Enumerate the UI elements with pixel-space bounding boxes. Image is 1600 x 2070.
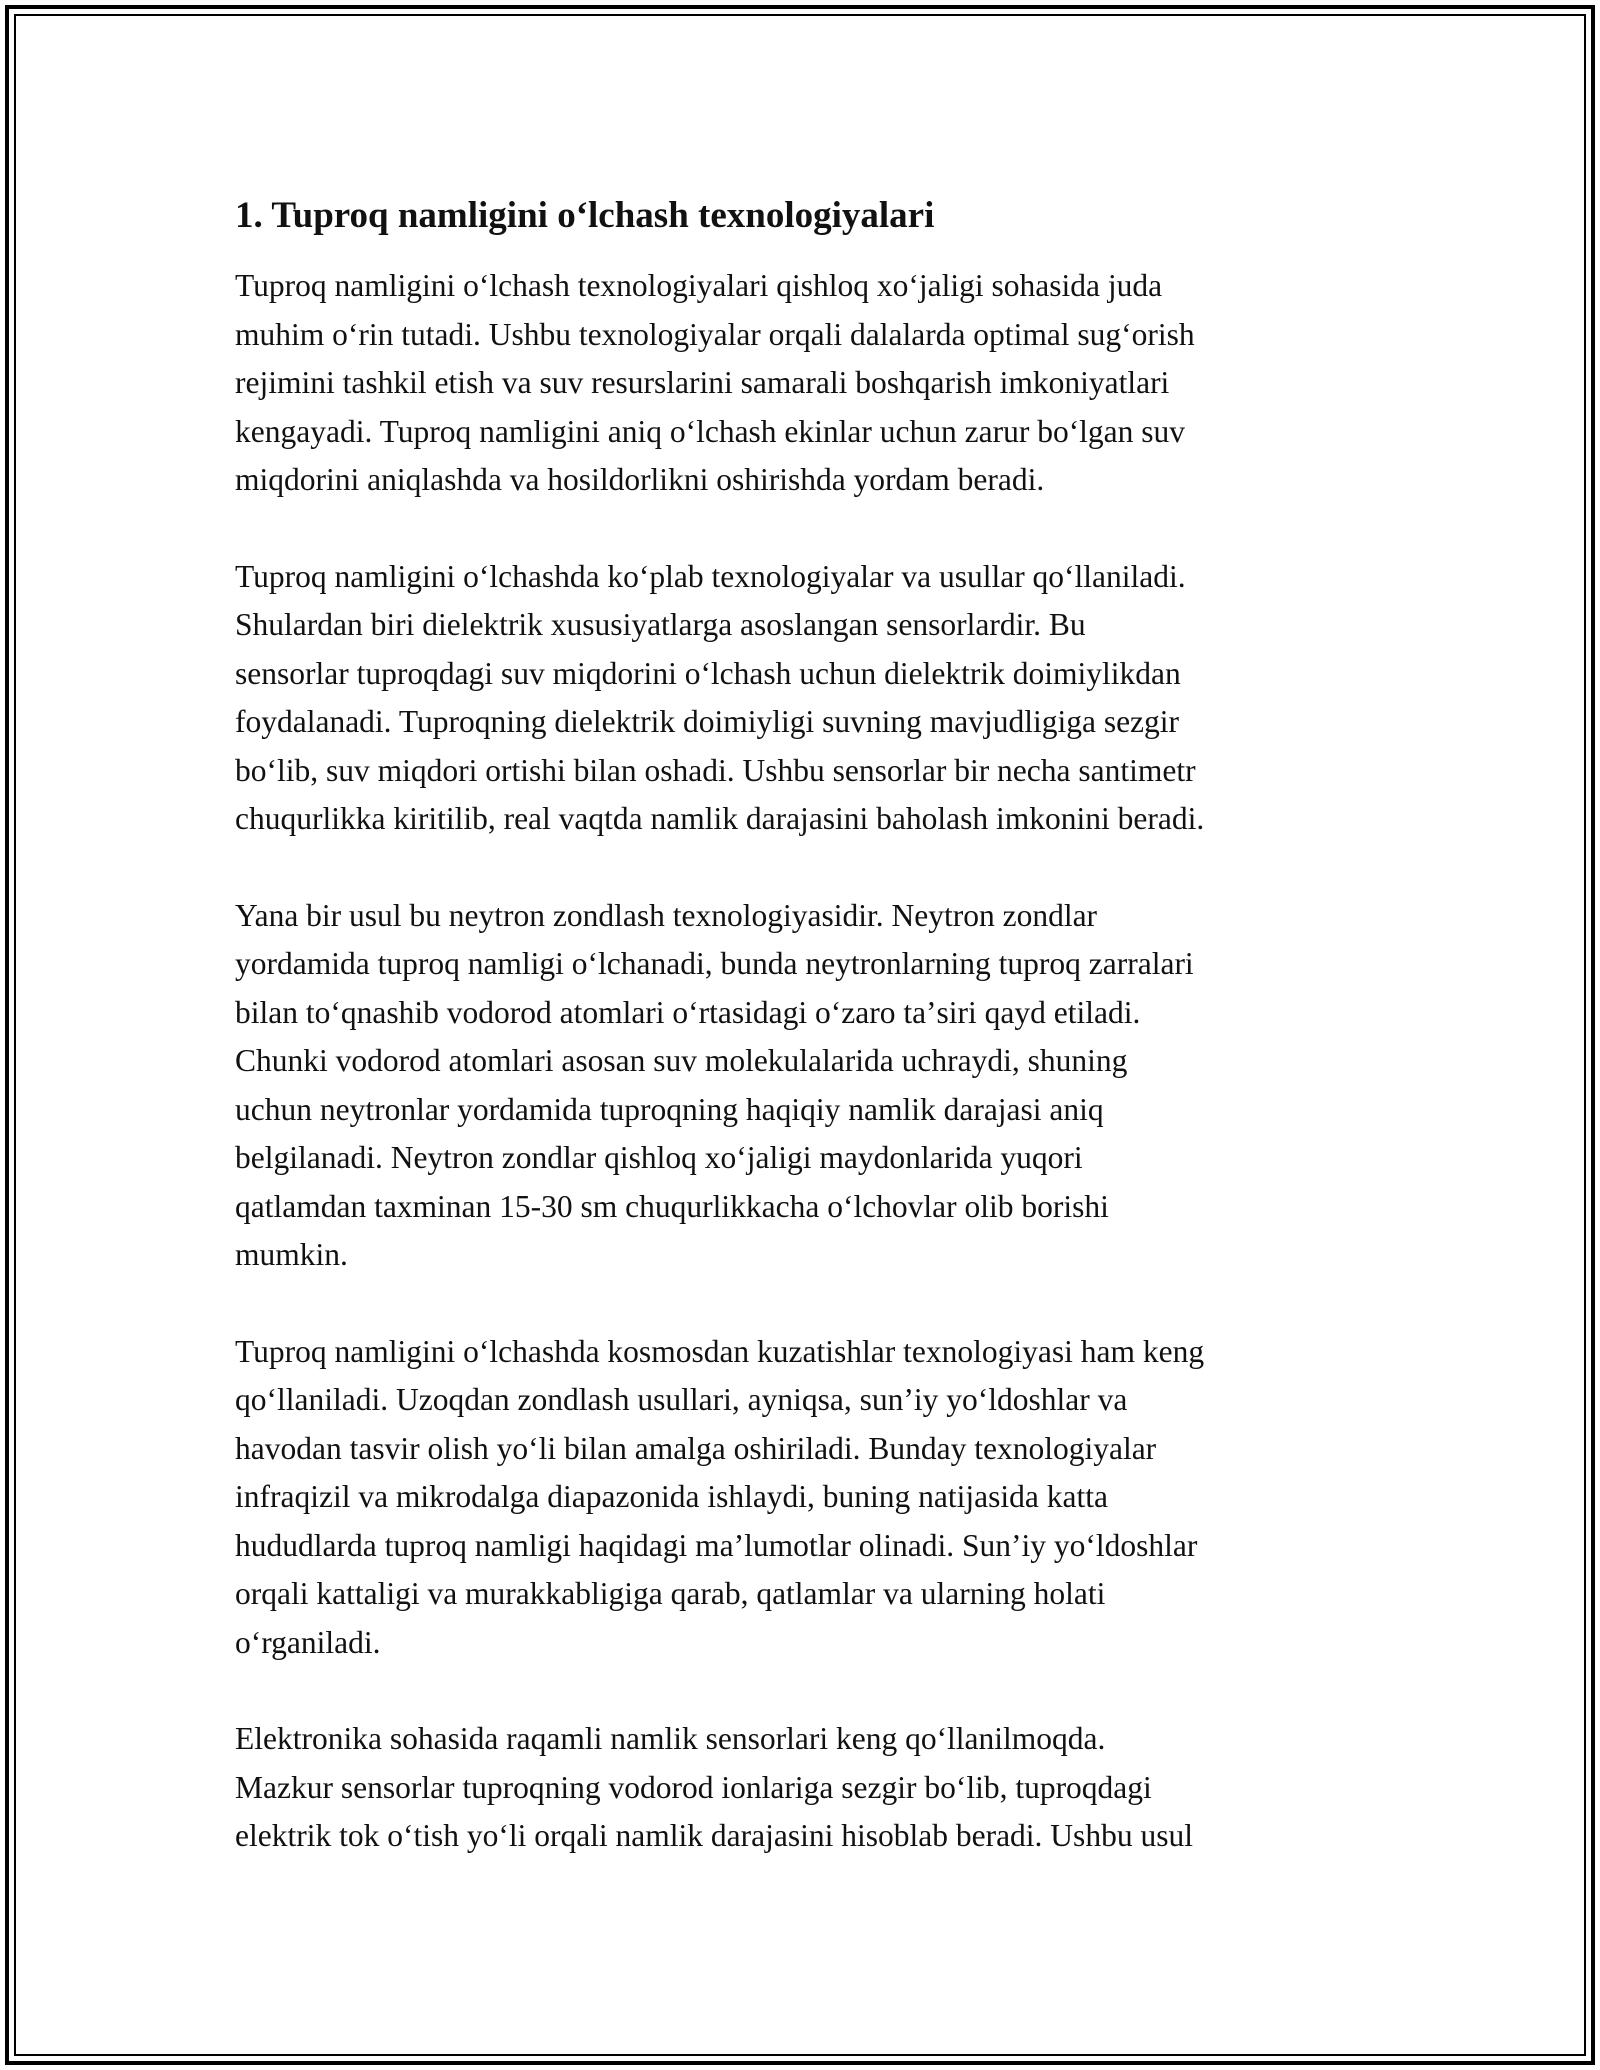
text-line: havodan tasvir olish yoʻli bilan amalga oshiriladi. Bunday texnologiyalar bbox=[235, 1430, 1157, 1466]
text-line: infraqizil va mikrodalga diapazonida ishlaydi, buning natijasida katta bbox=[235, 1479, 1108, 1514]
text-line: qoʻllaniladi. Uzoqdan zondlash usullari, ayniqsa, sunʼiy yoʻldoshlar va bbox=[235, 1382, 1128, 1417]
text-line: kengayadi. Tuproq namligini aniq oʻlchash ekinlar uchun zarur boʻlgan suv bbox=[235, 413, 1186, 449]
text-line: orqali kattaligi va murakkabligiga qarab, qatlamlar va ularning holati bbox=[235, 1576, 1106, 1611]
paragraph bbox=[235, 1715, 1375, 1861]
text-line: belgilanadi. Neytron zondlar qishloq xoʻjaligi maydonlarida yuqori bbox=[235, 1140, 1083, 1175]
text-line: sensorlar tuproqdagi suv miqdorini oʻlchash uchun dielektrik doimiylikdan bbox=[235, 655, 1181, 691]
paragraph bbox=[235, 262, 1375, 505]
text-line: yordamida tuproq namligi oʻlchanadi, bunda neytronlarning tuproq zarralari bbox=[235, 946, 1194, 981]
text-line: Yana bir usul bu neytron zondlash texnologiyasidir. Neytron zondlar bbox=[235, 897, 1098, 933]
text-line: bilan toʻqnashib vodorod atomlari oʻrtasidagi oʻzaro taʼsiri qayd etiladi. bbox=[235, 994, 1141, 1030]
text-line: boʻlib, suv miqdori ortishi bilan oshadi. Ushbu sensorlar bir necha santimetr bbox=[235, 752, 1196, 788]
text-line: elektrik tok oʻtish yoʻli orqali namlik darajasini hisoblab beradi. Ushbu usul bbox=[235, 1818, 1193, 1853]
text-line: Tuproq namligini oʻlchashda kosmosdan kuzatishlar texnologiyasi ham keng bbox=[235, 1333, 1205, 1369]
text-line: foydalanadi. Tuproqning dielektrik doimiyligi suvning mavjudligiga sezgir bbox=[235, 704, 1180, 739]
text-line: muhim oʻrin tutadi. Ushbu texnologiyalar orqali dalalarda optimal sugʻorish bbox=[235, 316, 1195, 352]
text-line: miqdorini aniqlashda va hosildorlikni oshirishda yordam beradi. bbox=[235, 462, 1045, 497]
text-line: chuqurlikka kiritilib, real vaqtda namlik darajasini baholash imkonini beradi. bbox=[235, 801, 1205, 836]
text-line: Tuproq namligini oʻlchash texnologiyalari qishloq xoʻjaligi sohasida juda bbox=[235, 268, 1163, 303]
text-line: mumkin. bbox=[235, 1237, 348, 1272]
text-line: Mazkur sensorlar tuproqning vodorod ionlariga sezgir boʻlib, tuproqdagi bbox=[235, 1769, 1152, 1805]
text-line: hududlarda tuproq namligi haqidagi maʼlumotlar olinadi. Sunʼiy yoʻldoshlar bbox=[235, 1527, 1198, 1563]
paragraph bbox=[235, 1328, 1375, 1668]
paragraph bbox=[235, 553, 1375, 844]
text-line: oʻrganiladi. bbox=[235, 1624, 381, 1660]
paragraph bbox=[235, 892, 1375, 1280]
text-line: Chunki vodorod atomlari asosan suv molekulalarida uchraydi, shuning bbox=[235, 1043, 1128, 1078]
text-line: uchun neytronlar yordamida tuproqning haqiqiy namlik darajasi aniq bbox=[235, 1091, 1104, 1127]
text-line: Tuproq namligini oʻlchashda koʻplab texnologiyalar va usullar qoʻllaniladi. bbox=[235, 558, 1186, 594]
section-heading: 1. Tuproq namligini oʻlchash texnologiyalari bbox=[235, 195, 935, 236]
document-body bbox=[235, 190, 1375, 1909]
text-line: qatlamdan taxminan 15-30 sm chuqurlikkacha oʻlchovlar olib borishi bbox=[235, 1188, 1109, 1224]
text-line: Shulardan biri dielektrik xususiyatlarga asoslangan sensorlardir. Bu bbox=[235, 607, 1086, 642]
text-line: rejimini tashkil etish va suv resurslarini samarali boshqarish imkoniyatlari bbox=[235, 365, 1170, 400]
text-line: Elektronika sohasida raqamli namlik sensorlari keng qoʻllanilmoqda. bbox=[235, 1721, 1106, 1756]
